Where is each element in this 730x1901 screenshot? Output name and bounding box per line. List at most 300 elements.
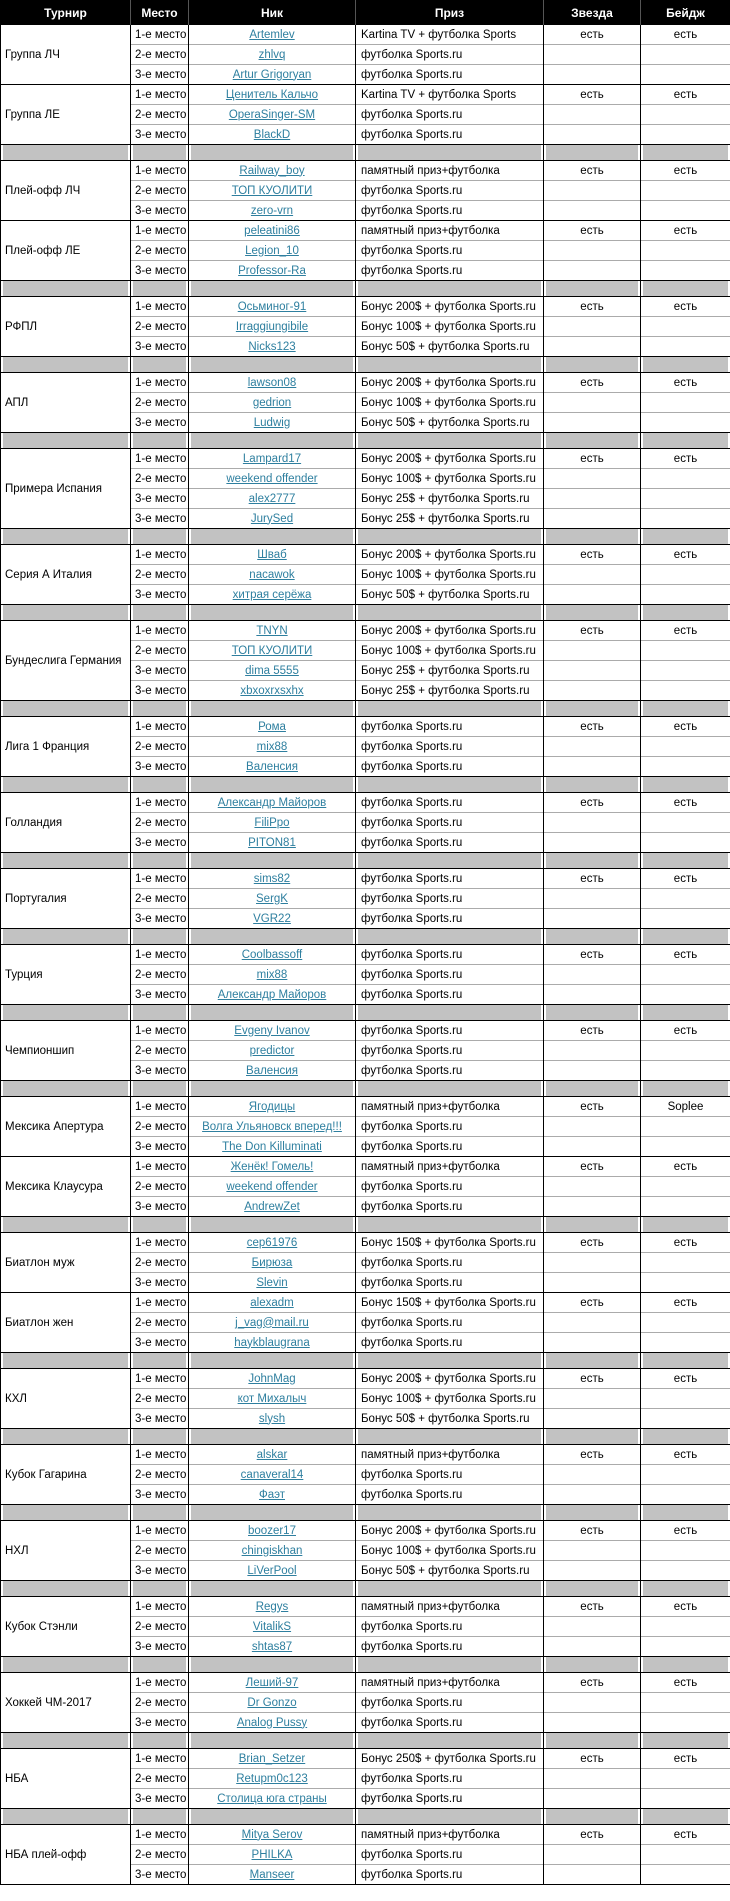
prize-cell: Бонус 50$ + футболка Sports.ru [356, 337, 544, 357]
nick-link[interactable]: Фаэт [258, 1488, 286, 1501]
nick-link[interactable]: Retupm0c123 [236, 1772, 308, 1785]
nick-cell [189, 1313, 356, 1333]
nick-cell [189, 813, 356, 833]
nick-link[interactable]: хитрая серёжа [232, 588, 312, 601]
nick-cell [189, 337, 356, 357]
nick-cell [189, 545, 356, 565]
spacer-fill [546, 1353, 638, 1368]
spacer-fill [358, 145, 541, 160]
place-cell: 2-е место [131, 241, 189, 261]
nick-link[interactable]: LiVerPool [247, 1564, 297, 1577]
nick-link[interactable]: Legion_10 [245, 244, 299, 257]
nick-link[interactable]: peleatini86 [244, 224, 300, 237]
spacer-fill [546, 1429, 638, 1444]
prize-cell: футболка Sports.ru [356, 1197, 544, 1217]
place-cell: 2-е место [131, 1465, 189, 1485]
nick-link[interactable]: FiliPpo [254, 816, 290, 829]
nick-link[interactable]: shtas87 [251, 1640, 293, 1653]
spacer-fill [643, 1581, 728, 1596]
nick-link[interactable]: chingiskhan [241, 1544, 303, 1557]
nick-link[interactable]: alex2777 [248, 492, 296, 505]
nick-link[interactable]: Evgeny Ivanov [234, 1024, 310, 1037]
place-cell: 2-е место [131, 317, 189, 337]
spacer-cell [641, 605, 730, 621]
nick-link[interactable]: кот Михалыч [237, 1392, 307, 1405]
prize-cell: памятный приз+футболка [356, 161, 544, 181]
nick-link[interactable]: haykblaugrana [234, 1336, 310, 1349]
nick-link[interactable]: Coolbassoff [241, 948, 303, 961]
nick-link[interactable]: Волга Ульяновск вперед!!! [202, 1120, 342, 1133]
nick-link[interactable]: Artur Grigoryan [232, 68, 312, 81]
badge-cell [641, 509, 730, 529]
nick-link[interactable]: Slevin [256, 1276, 288, 1289]
nick-link[interactable]: The Don Killuminati [222, 1140, 322, 1153]
spacer-cell [1, 1353, 131, 1369]
spacer-cell [131, 1081, 189, 1097]
nick-link[interactable]: Analog Pussy [236, 1716, 308, 1729]
star-cell: есть [544, 793, 641, 813]
nick-link[interactable]: ТОП КУОЛИТИ [231, 184, 313, 197]
prize-cell: футболка Sports.ru [356, 737, 544, 757]
nick-cell [189, 1597, 356, 1617]
place-cell: 3-е место [131, 833, 189, 853]
star-cell [544, 489, 641, 509]
star-cell: есть [544, 621, 641, 641]
place-cell: 2-е место [131, 965, 189, 985]
nick-link[interactable]: Ценитель Кальчо [225, 88, 319, 101]
spacer-cell [189, 1657, 356, 1673]
badge-cell [641, 1061, 730, 1081]
table-row [1, 1521, 730, 1541]
nick-link[interactable]: OperaSinger-SM [228, 108, 316, 121]
table-row [1, 1597, 730, 1617]
spacer-fill [133, 605, 186, 620]
spacer-fill [358, 1733, 541, 1748]
spacer-fill [358, 1505, 541, 1520]
spacer-fill [546, 357, 638, 372]
badge-cell: есть [641, 1825, 730, 1845]
nick-link[interactable]: xbxoxrxsxhx [240, 684, 304, 697]
spacer-fill [358, 1353, 541, 1368]
spacer-fill [191, 357, 353, 372]
nick-link[interactable]: Manseer [249, 1868, 295, 1881]
spacer-cell [1, 929, 131, 945]
nick-link[interactable]: lawson08 [247, 376, 297, 389]
badge-cell [641, 1789, 730, 1809]
spacer-cell [356, 1733, 544, 1749]
nick-link[interactable]: Александр Майоров [217, 988, 327, 1001]
spacer-fill [191, 777, 353, 792]
nick-link[interactable]: AndrewZet [244, 1200, 300, 1213]
nick-cell [189, 105, 356, 125]
badge-cell [641, 681, 730, 701]
spacer-fill [358, 1429, 541, 1444]
place-cell: 1-е место [131, 1521, 189, 1541]
nick-link[interactable]: Nicks123 [248, 340, 296, 353]
spacer-cell [189, 777, 356, 793]
badge-cell: есть [641, 449, 730, 469]
spacer-cell [131, 1353, 189, 1369]
nick-cell [189, 1445, 356, 1465]
place-cell: 3-е место [131, 1713, 189, 1733]
nick-link[interactable]: sims82 [253, 872, 291, 885]
nick-cell [189, 1865, 356, 1885]
star-cell [544, 1177, 641, 1197]
nick-link[interactable]: Artemlev [249, 28, 295, 41]
prize-cell: Бонус 50$ + футболка Sports.ru [356, 1409, 544, 1429]
spacer-row [1, 777, 730, 793]
star-cell [544, 1465, 641, 1485]
prize-cell: футболка Sports.ru [356, 1637, 544, 1657]
spacer-cell [131, 929, 189, 945]
nick-cell [189, 869, 356, 889]
spacer-row [1, 281, 730, 297]
spacer-row [1, 433, 730, 449]
badge-cell [641, 489, 730, 509]
nick-cell [189, 181, 356, 201]
table-row [1, 1157, 730, 1177]
nick-cell [189, 469, 356, 489]
spacer-fill [133, 1657, 186, 1672]
spacer-fill [3, 1733, 128, 1748]
spacer-cell [131, 529, 189, 545]
table-row [1, 1369, 730, 1389]
nick-cell [189, 1041, 356, 1061]
place-cell: 2-е место [131, 1117, 189, 1137]
nick-link[interactable]: Леший-97 [245, 1676, 299, 1689]
table-row [1, 297, 730, 317]
prize-cell: Бонус 200$ + футболка Sports.ru [356, 621, 544, 641]
spacer-fill [133, 1809, 186, 1824]
spacer-cell [1, 357, 131, 373]
spacer-fill [546, 605, 638, 620]
spacer-cell [1, 777, 131, 793]
nick-link[interactable]: alskar [256, 1448, 288, 1461]
nick-cell [189, 965, 356, 985]
star-cell [544, 1541, 641, 1561]
nick-cell [189, 1485, 356, 1505]
spacer-row [1, 701, 730, 717]
nick-link[interactable]: zero-vrn [250, 204, 294, 217]
star-cell [544, 1313, 641, 1333]
spacer-fill [3, 1353, 128, 1368]
nick-link[interactable]: JohnMag [248, 1372, 296, 1385]
badge-cell [641, 1845, 730, 1865]
prize-cell: Бонус 25$ + футболка Sports.ru [356, 489, 544, 509]
nick-cell [189, 393, 356, 413]
col-header-star: Звезда [544, 1, 641, 25]
nick-link[interactable]: canaveral14 [240, 1468, 304, 1481]
spacer-fill [133, 357, 186, 372]
badge-cell: есть [641, 545, 730, 565]
nick-link[interactable]: JurySed [250, 512, 294, 525]
nick-link[interactable]: Валенсия [246, 760, 298, 773]
spacer-fill [643, 1005, 728, 1020]
badge-cell [641, 201, 730, 221]
spacer-fill [546, 1657, 638, 1672]
nick-link[interactable]: SergK [256, 892, 288, 905]
nick-link[interactable]: Столица юга страны [217, 1792, 327, 1805]
spacer-cell [641, 145, 730, 161]
nick-link[interactable]: Ludwig [253, 416, 291, 429]
star-cell [544, 1845, 641, 1865]
nick-link[interactable]: Railway_boy [239, 164, 305, 177]
nick-link[interactable]: Осьминог-91 [237, 300, 307, 313]
nick-link[interactable]: slysh [258, 1412, 286, 1425]
badge-cell: есть [641, 161, 730, 181]
nick-cell [189, 1117, 356, 1137]
star-cell [544, 469, 641, 489]
badge-cell [641, 661, 730, 681]
spacer-fill [546, 1005, 638, 1020]
spacer-cell [189, 1733, 356, 1749]
nick-link[interactable]: predictor [249, 1044, 295, 1057]
spacer-cell [189, 605, 356, 621]
nick-link[interactable]: PITON81 [248, 836, 296, 849]
spacer-fill [546, 1733, 638, 1748]
nick-link[interactable]: Ягодицы [248, 1100, 296, 1113]
spacer-fill [546, 1581, 638, 1596]
badge-cell: есть [641, 945, 730, 965]
badge-cell [641, 45, 730, 65]
place-cell: 1-е место [131, 1157, 189, 1177]
spacer-fill [3, 1005, 128, 1020]
tournament-name: АПЛ [1, 373, 131, 433]
tournament-name: Группа ЛЧ [1, 25, 131, 85]
spacer-fill [3, 701, 128, 716]
badge-cell [641, 585, 730, 605]
prize-cell: памятный приз+футболка [356, 1097, 544, 1117]
tournament-name: Голландия [1, 793, 131, 853]
nick-cell [189, 85, 356, 105]
spacer-row [1, 1581, 730, 1597]
nick-cell [189, 317, 356, 337]
nick-link[interactable]: Бирюза [251, 1256, 293, 1269]
nick-link[interactable]: Рома [258, 720, 286, 733]
spacer-fill [3, 1505, 128, 1520]
star-cell [544, 1409, 641, 1429]
badge-cell: есть [641, 1597, 730, 1617]
nick-link[interactable]: Александр Майоров [217, 796, 327, 809]
star-cell: есть [544, 161, 641, 181]
place-cell: 2-е место [131, 565, 189, 585]
table-row [1, 449, 730, 469]
nick-link[interactable]: Regys [255, 1600, 289, 1613]
nick-link[interactable]: gedrion [252, 396, 292, 409]
prize-cell: Бонус 150$ + футболка Sports.ru [356, 1293, 544, 1313]
place-cell: 1-е место [131, 1597, 189, 1617]
prize-cell: футболка Sports.ru [356, 1021, 544, 1041]
badge-cell [641, 641, 730, 661]
table-row [1, 1233, 730, 1253]
spacer-cell [131, 145, 189, 161]
spacer-cell [544, 1081, 641, 1097]
spacer-fill [643, 1733, 728, 1748]
spacer-fill [643, 281, 728, 296]
place-cell: 2-е место [131, 737, 189, 757]
spacer-cell [131, 1505, 189, 1521]
spacer-cell [1, 529, 131, 545]
nick-link[interactable]: dima 5555 [245, 664, 299, 677]
spacer-row [1, 1353, 730, 1369]
badge-cell [641, 1693, 730, 1713]
prize-cell: памятный приз+футболка [356, 1157, 544, 1177]
spacer-fill [3, 853, 128, 868]
spacer-fill [191, 281, 353, 296]
spacer-fill [133, 1081, 186, 1096]
spacer-fill [546, 777, 638, 792]
spacer-cell [189, 433, 356, 449]
col-header-nick: Ник [189, 1, 356, 25]
place-cell: 2-е место [131, 469, 189, 489]
place-cell: 2-е место [131, 1769, 189, 1789]
nick-cell [189, 1541, 356, 1561]
nick-link[interactable]: zhlvq [258, 48, 286, 61]
col-header-tournament: Турнир [1, 1, 131, 25]
prize-cell: Бонус 100$ + футболка Sports.ru [356, 565, 544, 585]
nick-cell [189, 1713, 356, 1733]
spacer-cell [1, 281, 131, 297]
nick-cell [189, 681, 356, 701]
tournament-name: НХЛ [1, 1521, 131, 1581]
nick-link[interactable]: Brian_Setzer [238, 1752, 306, 1765]
place-cell: 3-е место [131, 985, 189, 1005]
spacer-cell [641, 1505, 730, 1521]
spacer-cell [1, 1005, 131, 1021]
table-row [1, 221, 730, 241]
prize-cell: футболка Sports.ru [356, 833, 544, 853]
table-header [1, 1, 730, 25]
nick-cell [189, 1749, 356, 1769]
prize-cell: футболка Sports.ru [356, 1061, 544, 1081]
spacer-cell [356, 281, 544, 297]
spacer-cell [189, 929, 356, 945]
nick-cell [189, 1409, 356, 1429]
nick-link[interactable]: mix88 [256, 968, 288, 981]
nick-link[interactable]: VGR22 [253, 912, 291, 925]
spacer-row [1, 1217, 730, 1233]
star-cell [544, 737, 641, 757]
spacer-fill [358, 1581, 541, 1596]
nick-cell [189, 1177, 356, 1197]
spacer-cell [1, 701, 131, 717]
nick-link[interactable]: Professor-Ra [238, 264, 306, 277]
badge-cell: есть [641, 1233, 730, 1253]
spacer-cell [641, 281, 730, 297]
spacer-cell [356, 433, 544, 449]
spacer-cell [544, 145, 641, 161]
nick-link[interactable]: j_vag@mail.ru [235, 1316, 309, 1329]
badge-cell [641, 1561, 730, 1581]
nick-link[interactable]: PHILKA [251, 1848, 293, 1861]
place-cell: 3-е место [131, 757, 189, 777]
nick-link[interactable]: nacawok [249, 568, 295, 581]
star-cell [544, 1637, 641, 1657]
spacer-fill [3, 777, 128, 792]
prize-cell: футболка Sports.ru [356, 717, 544, 737]
spacer-fill [191, 1733, 353, 1748]
nick-link[interactable]: ТОП КУОЛИТИ [231, 644, 313, 657]
spacer-cell [131, 1429, 189, 1445]
spacer-cell [131, 853, 189, 869]
place-cell: 1-е место [131, 1749, 189, 1769]
spacer-fill [643, 605, 728, 620]
nick-link[interactable]: Шваб [257, 548, 287, 561]
nick-cell [189, 201, 356, 221]
spacer-row [1, 929, 730, 945]
nick-link[interactable]: weekend offender [226, 472, 318, 485]
nick-link[interactable]: Dr Gonzo [247, 1696, 297, 1709]
spacer-cell [356, 1505, 544, 1521]
tournament-name: Биатлон жен [1, 1293, 131, 1353]
spacer-row [1, 1657, 730, 1673]
spacer-fill [643, 929, 728, 944]
star-cell [544, 813, 641, 833]
tournament-name: Кубок Стэнли [1, 1597, 131, 1657]
spacer-fill [191, 145, 353, 160]
nick-cell [189, 1369, 356, 1389]
place-cell: 3-е место [131, 509, 189, 529]
badge-cell [641, 413, 730, 433]
nick-cell [189, 1521, 356, 1541]
nick-link[interactable]: mix88 [256, 740, 288, 753]
spacer-row [1, 853, 730, 869]
nick-link[interactable]: TNYN [256, 624, 288, 637]
nick-link[interactable]: alexadm [250, 1296, 294, 1309]
badge-cell: есть [641, 1021, 730, 1041]
table-row [1, 1825, 730, 1845]
nick-link[interactable]: Irraggiungibile [235, 320, 309, 333]
nick-link[interactable]: сер61976 [246, 1236, 298, 1249]
nick-link[interactable]: boozer17 [248, 1524, 296, 1537]
star-cell [544, 317, 641, 337]
nick-link[interactable]: Lampard17 [242, 452, 302, 465]
badge-cell [641, 1137, 730, 1157]
spacer-fill [643, 1657, 728, 1672]
nick-cell [189, 1617, 356, 1637]
place-cell: 1-е место [131, 1293, 189, 1313]
spacer-cell [189, 357, 356, 373]
spacer-fill [546, 1081, 638, 1096]
star-cell [544, 1041, 641, 1061]
star-cell: есть [544, 545, 641, 565]
nick-link[interactable]: VitalikS [252, 1620, 292, 1633]
badge-cell [641, 1253, 730, 1273]
star-cell [544, 565, 641, 585]
prize-cell: памятный приз+футболка [356, 1673, 544, 1693]
spacer-cell [131, 1733, 189, 1749]
spacer-cell [356, 701, 544, 717]
tournament-name: Лига 1 Франция [1, 717, 131, 777]
spacer-cell [544, 1505, 641, 1521]
prize-cell: футболка Sports.ru [356, 1617, 544, 1637]
badge-cell: есть [641, 1521, 730, 1541]
nick-link[interactable]: BlackD [253, 128, 291, 141]
nick-cell [189, 1253, 356, 1273]
nick-cell [189, 1789, 356, 1809]
prize-cell: футболка Sports.ru [356, 813, 544, 833]
nick-link[interactable]: Женёк! Гомель! [230, 1160, 314, 1173]
place-cell: 2-е место [131, 1389, 189, 1409]
spacer-fill [3, 145, 128, 160]
tournament-name: Группа ЛЕ [1, 85, 131, 145]
place-cell: 3-е место [131, 585, 189, 605]
nick-link[interactable]: Валенсия [246, 1064, 298, 1077]
spacer-fill [358, 1081, 541, 1096]
star-cell [544, 985, 641, 1005]
nick-link[interactable]: Mitya Serov [241, 1828, 303, 1841]
nick-link[interactable]: weekend offender [226, 1180, 318, 1193]
